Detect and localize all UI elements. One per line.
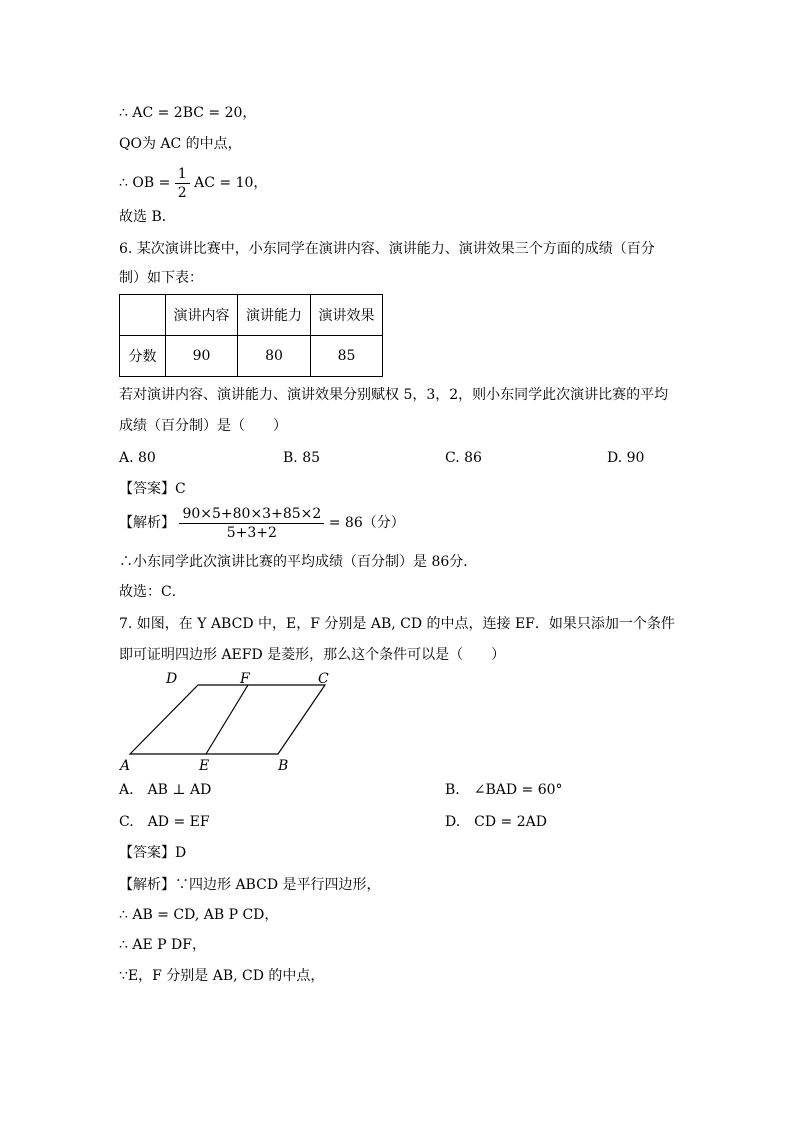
label-a: A [120, 758, 131, 774]
q6-analysis [119, 503, 405, 543]
label-d: D [166, 671, 178, 687]
q6-fraction-numerator: 90×5+80×3+85×2 [179, 505, 324, 524]
q6-option-b: B. 85 [283, 450, 321, 466]
q6-analysis-result: = 86（分） [328, 515, 405, 531]
table-header-effect: 演讲效果 [311, 295, 383, 336]
q5-midpoint-text: O为 AC 的中点， [130, 136, 242, 152]
because-symbol: Q [119, 136, 131, 152]
q7-option-b: B. ∠BAD = 60° [445, 782, 563, 798]
q5-fraction-denominator: 2 [177, 184, 187, 201]
q7-answer: 【答案】D [119, 845, 187, 861]
table-header-content: 演讲内容 [166, 295, 238, 336]
q5-ob-post: AC = 10， [194, 175, 268, 191]
q7-analysis-line1: 【解析】∵四边形 ABCD 是平行四边形， [119, 877, 381, 893]
q6-option-a: A. 80 [119, 450, 156, 466]
label-f: F [240, 671, 250, 687]
q5-fraction-numerator: 1 [175, 165, 190, 184]
q6-question-line2: 成绩（百分制）是（ ） [119, 418, 287, 434]
score-table [119, 294, 383, 377]
q5-line-ob [119, 163, 267, 203]
label-c: C [318, 671, 329, 687]
table-header-ability: 演讲能力 [238, 295, 311, 336]
q6-conclusion: 故选：C． [119, 584, 186, 600]
q6-analysis-label: 【解析】 [119, 515, 175, 531]
q6-analysis-fraction [179, 505, 324, 542]
q5-conclusion: 故选 B． [119, 209, 176, 225]
q7-stem-line2: 即可证明四边形 AEFD 是菱形，那么这个条件可以是（ ） [119, 647, 506, 663]
table-cell-effect: 85 [311, 336, 383, 377]
q5-ob-pre: ∴ OB = [119, 175, 171, 191]
table-cell-ability: 80 [238, 336, 311, 377]
q6-stem-line1: 6. 某次演讲比赛中，小东同学在演讲内容、演讲能力、演讲效果三个方面的成绩（百分 [119, 241, 655, 257]
q7-analysis-line4: ∵E，F 分别是 AB, CD 的中点， [119, 968, 325, 984]
parallelogram-figure [110, 668, 350, 776]
table-row [120, 336, 383, 377]
label-e: E [199, 758, 210, 774]
segment-ef [206, 685, 248, 754]
q7-analysis-line2: ∴ AB = CD, AB P CD， [119, 907, 279, 923]
q7-analysis-line3: ∴ AE P DF， [119, 937, 206, 953]
table-cell-content: 90 [166, 336, 238, 377]
table-row-label: 分数 [120, 336, 166, 377]
q6-analysis-line2: ∴小东同学此次演讲比赛的平均成绩（百分制）是 86分． [119, 554, 478, 570]
q5-line-ac: ∴ AC = 2BC = 20， [119, 105, 257, 121]
q6-question-line1: 若对演讲内容、演讲能力、演讲效果分别赋权 5，3，2，则小东同学此次演讲比赛的平均 [119, 387, 669, 403]
score-table-header-row [120, 295, 383, 336]
table-corner-cell [120, 295, 166, 336]
q7-stem-line1: 7. 如图，在 Y ABCD 中，E，F 分别是 AB, CD 的中点，连接 EF．如果只添加一个条件 [119, 616, 675, 632]
q6-option-c: C. 86 [445, 450, 482, 466]
q6-option-d: D. 90 [607, 450, 645, 466]
q7-option-a: A. AB ⊥ AD [119, 782, 212, 798]
q7-option-c: C. AD = EF [119, 814, 210, 830]
label-b: B [278, 758, 289, 774]
q5-fraction [175, 165, 190, 202]
q5-line-midpoint [119, 134, 242, 154]
q6-answer: 【答案】C [119, 481, 186, 497]
q7-option-d: D. CD = 2AD [445, 814, 547, 830]
q6-fraction-denominator: 5+3+2 [226, 524, 277, 541]
q6-stem-line2: 制）如下表： [119, 270, 203, 286]
